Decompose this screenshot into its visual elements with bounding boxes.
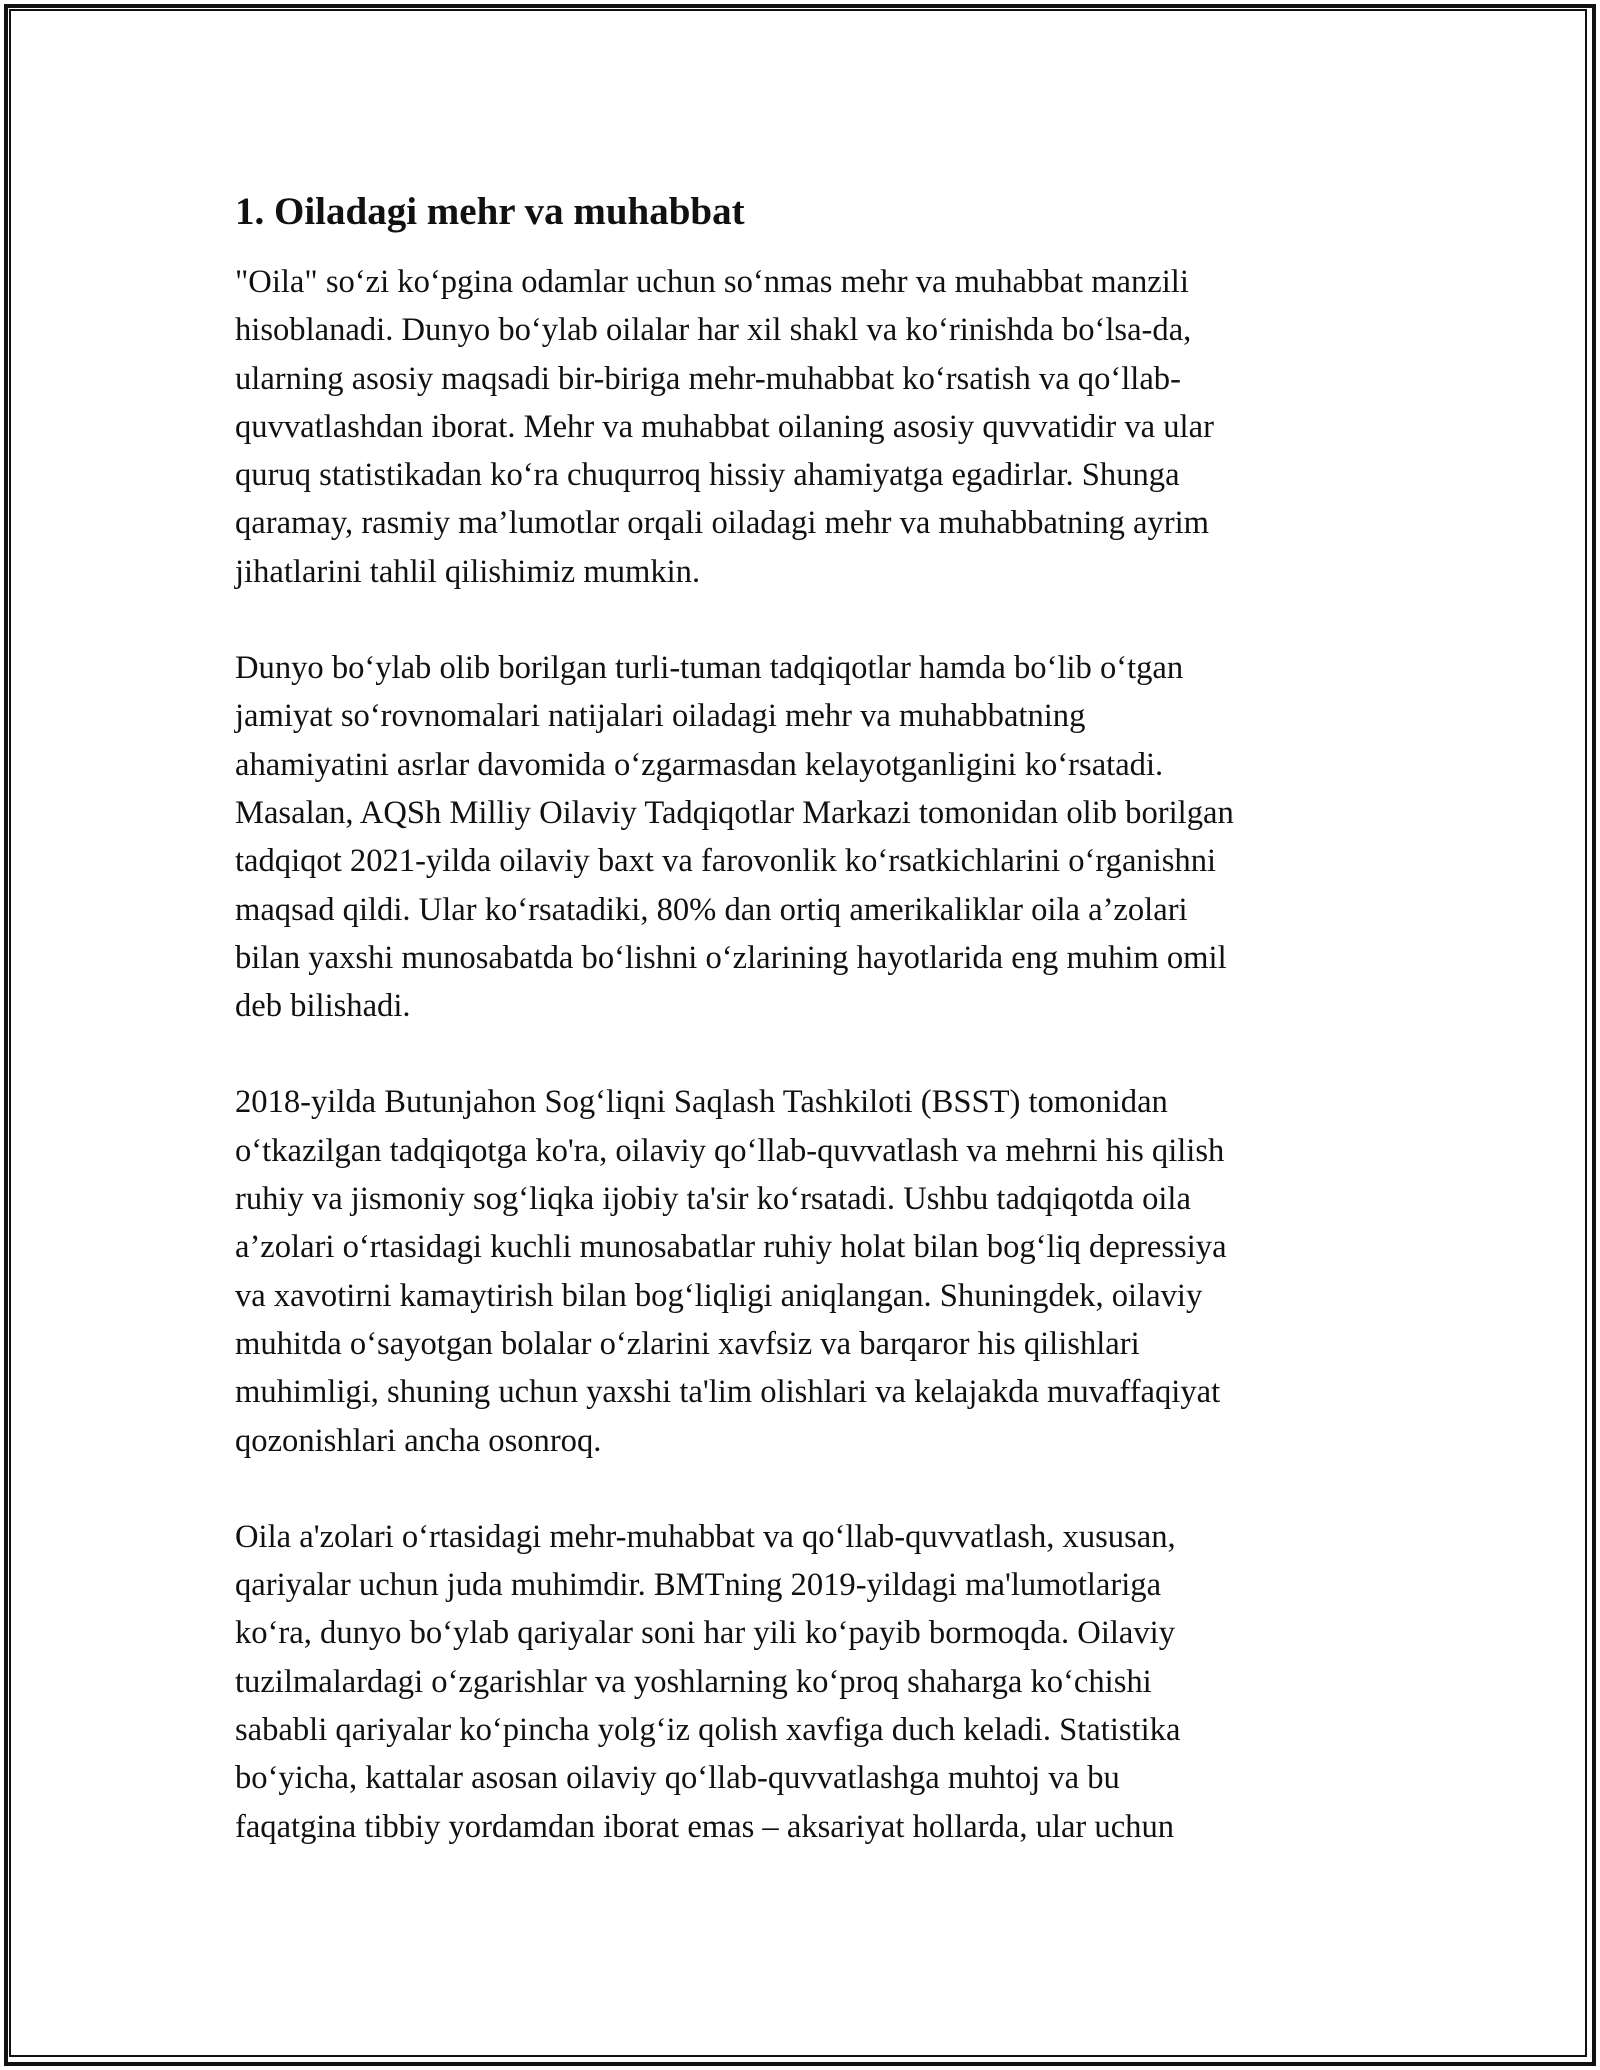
text-line: va xavotirni kamaytirish bilan bog‘liqligi aniqlangan. Shuningdek, oilaviy bbox=[235, 1277, 1203, 1314]
text-line: maqsad qildi. Ular ko‘rsatadiki, 80% dan ortiq amerikaliklar oila a’zolari bbox=[235, 891, 1188, 928]
text-line: a’zolari o‘rtasidagi kuchli munosabatlar ruhiy holat bilan bog‘liq depressiya bbox=[235, 1229, 1227, 1266]
text-line: ularning asosiy maqsadi bir-biriga mehr-muhabbat ko‘rsatish va qo‘llab- bbox=[235, 360, 1181, 397]
text-line: sababli qariyalar ko‘pincha yolg‘iz qolish xavfiga duch keladi. Statistika bbox=[235, 1712, 1181, 1749]
paragraph-list bbox=[235, 258, 1375, 1851]
text-line: hisoblanadi. Dunyo bo‘ylab oilalar har xil shakl va ko‘rinishda bo‘lsa-da, bbox=[235, 312, 1192, 349]
paragraph-gap bbox=[235, 1030, 1375, 1078]
document-body bbox=[235, 186, 1375, 1851]
text-line: tadqiqot 2021-yilda oilaviy baxt va farovonlik ko‘rsatkichlarini o‘rganishni bbox=[235, 843, 1217, 880]
text-line: o‘tkazilgan tadqiqotga ko'ra, oilaviy qo‘llab-quvvatlash va mehrni his qilish bbox=[235, 1132, 1225, 1169]
paragraph-4 bbox=[235, 1513, 1375, 1851]
text-line: jihatlarini tahlil qilishimiz mumkin. bbox=[235, 553, 701, 590]
text-line: muhimligi, shuning uchun yaxshi ta'lim olishlari va kelajakda muvaffaqiyat bbox=[235, 1374, 1221, 1411]
text-line: tuzilmalardagi o‘zgarishlar va yoshlarning ko‘proq shaharga ko‘chishi bbox=[235, 1663, 1152, 1700]
text-line: qariyalar uchun juda muhimdir. BMTning 2019-yildagi ma'lumotlariga bbox=[235, 1567, 1162, 1604]
text-line: faqatgina tibbiy yordamdan iborat emas – aksariyat hollarda, ular uchun bbox=[235, 1808, 1175, 1845]
text-line: ruhiy va jismoniy sog‘liqka ijobiy ta'sir ko‘rsatadi. Ushbu tadqiqotda oila bbox=[235, 1181, 1191, 1218]
text-line: bo‘yicha, kattalar asosan oilaviy qo‘llab-quvvatlashga muhtoj va bu bbox=[235, 1760, 1120, 1797]
paragraph-3 bbox=[235, 1078, 1375, 1464]
text-line: Oila a'zolari o‘rtasidagi mehr-muhabbat va qo‘llab-quvvatlash, xususan, bbox=[235, 1518, 1176, 1555]
text-line: Masalan, AQSh Milliy Oilaviy Tadqiqotlar Markazi tomonidan olib borilgan bbox=[235, 794, 1234, 831]
text-line: qozonishlari ancha osonroq. bbox=[235, 1422, 602, 1459]
text-line: quvvatlashdan iborat. Mehr va muhabbat oilaning asosiy quvvatidir va ular bbox=[235, 408, 1214, 445]
paragraph-2 bbox=[235, 644, 1375, 1030]
section-heading: 1. Oiladagi mehr va muhabbat bbox=[235, 190, 745, 233]
text-line: Dunyo bo‘ylab olib borilgan turli-tuman tadqiqotlar hamda bo‘lib o‘tgan bbox=[235, 650, 1184, 687]
text-line: qaramay, rasmiy ma’lumotlar orqali oiladagi mehr va muhabbatning ayrim bbox=[235, 505, 1210, 542]
paragraph-gap bbox=[235, 1465, 1375, 1513]
text-line: muhitda o‘sayotgan bolalar o‘zlarini xavfsiz va barqaror his qilishlari bbox=[235, 1325, 1140, 1362]
text-line: "Oila" so‘zi ko‘pgina odamlar uchun so‘nmas mehr va muhabbat manzili bbox=[235, 264, 1189, 300]
text-line: deb bilishadi. bbox=[235, 988, 411, 1025]
text-line: quruq statistikadan ko‘ra chuqurroq hissiy ahamiyatga egadirlar. Shunga bbox=[235, 457, 1180, 494]
text-line: 2018-yilda Butunjahon Sog‘liqni Saqlash Tashkiloti (BSST) tomonidan bbox=[235, 1084, 1168, 1121]
paragraph-1 bbox=[235, 258, 1375, 596]
text-line: ahamiyatini asrlar davomida o‘zgarmasdan kelayotganligini ko‘rsatadi. bbox=[235, 746, 1164, 783]
text-line: bilan yaxshi munosabatda bo‘lishni o‘zlarining hayotlarida eng muhim omil bbox=[235, 939, 1227, 976]
text-line: ko‘ra, dunyo bo‘ylab qariyalar soni har yili ko‘payib bormoqda. Oilaviy bbox=[235, 1615, 1176, 1652]
paragraph-gap bbox=[235, 596, 1375, 644]
text-line: jamiyat so‘rovnomalari natijalari oiladagi mehr va muhabbatning bbox=[235, 698, 1086, 735]
